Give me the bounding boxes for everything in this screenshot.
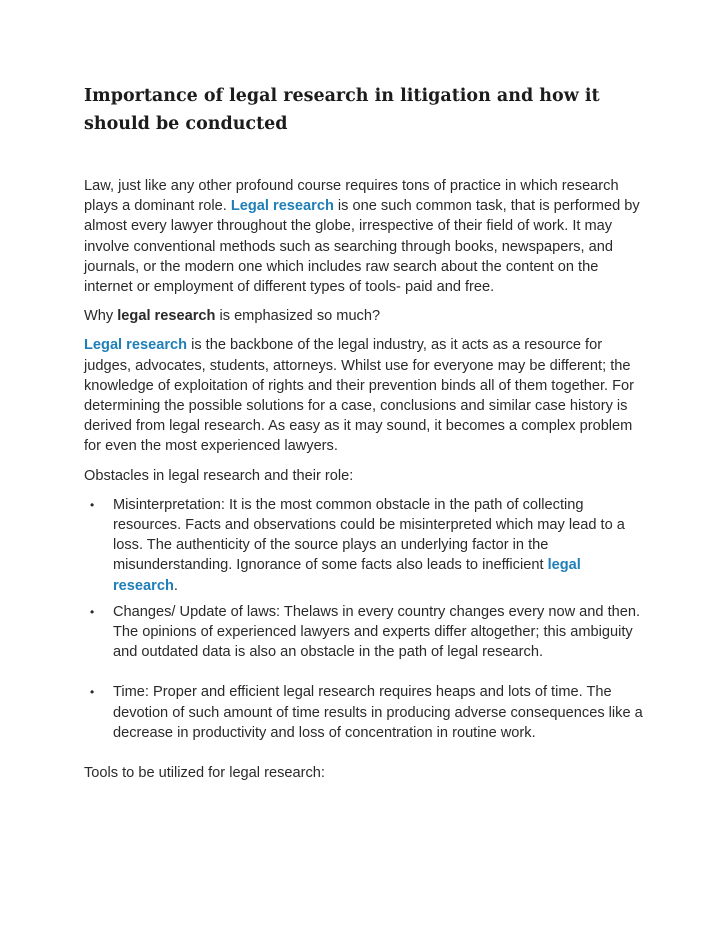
legal-research-link[interactable]: legal research: [113, 557, 581, 594]
question-paragraph: [84, 306, 644, 326]
question-text-after: is emphasized so much?: [215, 308, 381, 325]
intro-text-after: is one such common task, that is performed by almost every lawyer throughout the globe, irrespective of their field of work. It may involve conventional methods such as searching through books, newspapers, and journals, or the modern one which includes raw search about the content on the internet or employment of different types of tools- paid and free.: [84, 198, 640, 296]
backbone-text: is the backbone of the legal industry, as it acts as a resource for judges, advocates, students, attorneys. Whilst use for everyone may be different; the knowledge of exploitation of rights and their prevention binds all of them together. For determining the possible solutions for a case, conclusions and similar case history is derived from legal research. As easy as it may sound, it becomes a complex problem for even the most experienced lawyers.: [84, 337, 635, 455]
document-body: [84, 176, 644, 792]
bullet-icon: •: [90, 685, 95, 700]
bullet-icon: •: [90, 497, 95, 512]
document-title: Importance of legal research in litigation and how it should be conducted: [84, 86, 600, 134]
intro-paragraph: [84, 176, 644, 297]
list-item-tail: .: [173, 577, 178, 594]
question-text-before: Why: [84, 308, 118, 325]
legal-research-link[interactable]: Legal research: [84, 337, 188, 354]
list-item-text: Changes/ Update of laws: Thelaws in every country changes every now and then. The opinions of experienced lawyers and experts differ altogether; this ambiguity and outdated data is also an obstacle in the path of legal research.: [113, 603, 641, 661]
obstacles-heading: Obstacles in legal research and their role:: [84, 467, 354, 484]
list-item: [84, 602, 644, 663]
list-item: [84, 682, 644, 743]
question-bold-term: legal research: [117, 308, 216, 325]
backbone-paragraph: [84, 335, 644, 456]
intro-text-before: Law, just like any other profound course requires tons of practice in which research plays a dominant role.: [84, 178, 619, 215]
bullet-icon: •: [90, 604, 95, 619]
tools-heading: Tools to be utilized for legal research:: [84, 765, 325, 782]
obstacles-list: [84, 495, 644, 743]
legal-research-link[interactable]: Legal research: [230, 198, 334, 215]
list-item-text: Misinterpretation: It is the most common obstacle in the path of collecting resources. Facts and observations could be misinterpreted which may lead to a loss. The authenticity of the source plays an underlying factor in the misunderstanding. Ignorance of some facts also leads to inefficient: [113, 496, 625, 574]
list-item: [84, 495, 644, 596]
list-item-text: Time: Proper and efficient legal research requires heaps and lots of time. The devotion of such amount of time results in producing adverse consequences like a decrease in productivity and loss of concentration in routine work.: [113, 684, 643, 741]
